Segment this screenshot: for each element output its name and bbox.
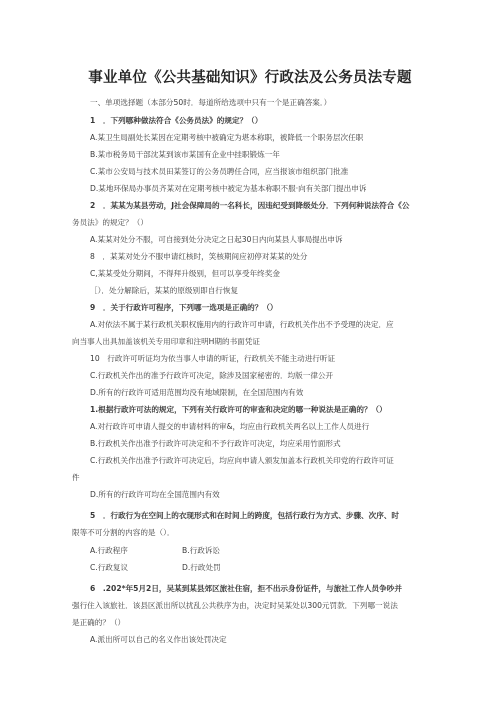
option-3b: 10 行政许可听证均为依当事人申请的听证，行政机关不能主动进行听证 xyxy=(90,354,336,363)
option-1a: A.某卫生局副处长某因在定期考核中被确定为堪本称职，被降低一个职务层次任职 xyxy=(90,133,364,142)
question-2-cont: 务员法》的规定？（） xyxy=(72,218,148,227)
question-1: 1 ．下列哪种做法符合《公务员法》的规定？（） xyxy=(90,116,263,125)
question-4: 1.根据行政许可法的规定，下列有关行政许可的审查和决定的哪一种说法是正确的？（） xyxy=(90,405,387,414)
option-1d: D.某地环保局办事员齐某对在定期考核中被定为基本称职不服·向有关部门提出申诉 xyxy=(90,184,367,193)
question-5: 5 ．行政行为在空间上的衣现形式和在时间上的跨度，包括行政行为方式、步骤、次序、时 xyxy=(90,511,400,520)
option-2b: 8 ．某某对处分不服申请红核时，笑核期间应初停对某某的处分 xyxy=(90,252,308,261)
question-6-cont-1: 强行住入该旅社．该县区派出所以扰乱公共秩序为由，决定时吴某处以300元罚款．下列哪一说法 xyxy=(72,601,398,610)
option-1c: C.某市公安局与技术员田某签订的公务员聘任合同，应当报该市组织部门批准 xyxy=(90,167,349,176)
option-4c: C.行政机关作出准予行政许可决定后，均应向申请人颁发加盖本行政机关印党的行政许可证 xyxy=(90,456,394,465)
option-4a: A.对行政许可申请人提交的申请材料的审&，均应由行政机关两名以上工作人员进行 xyxy=(90,422,370,431)
option-5a: A.行政程序 xyxy=(90,546,128,555)
section-heading: 一、单项选择题（本部分50时．每道所给选项中只有一个是正确答案．） xyxy=(90,98,332,107)
option-5c: C.行政复议 xyxy=(90,563,129,572)
question-3: 9 ．关于行政许可程序，下列哪一选项是正确的？（） xyxy=(90,303,278,312)
option-2a: A.某某对处分不服，可自接到处分决定之日起30日内向某县人事局提出申诉 xyxy=(90,235,343,244)
option-5b: B.行政诉讼 xyxy=(182,546,220,555)
question-6: 6 .202*年5月2日，吴某到某县郊区旅社住宿，拒不出示身份证件，与旅社工作人员争吵并 xyxy=(90,584,402,593)
option-3c: C.行政机关作出的准予行政许可决定，除涉及国家秘密的．均版一律公开 xyxy=(90,371,334,380)
question-5-cont: 限等不可分割的内容的是（）． xyxy=(72,528,175,537)
option-2d: ［）．处分解除后，某某的原级别即自行恢复 xyxy=(90,286,239,295)
page-title: 事业单位《公共基础知识》行政法及公务员法专题 xyxy=(88,70,412,86)
option-3a-cont: 向当事人出具加盖该机关专用印章和注明H期的书面凭证 xyxy=(72,337,260,346)
option-4c-cont: 件 xyxy=(72,473,80,482)
question-2: 2 ．某某为某县劳动，J社会保障局的一名科长，因违纪受到降级处分．下列何种说法符合《公 xyxy=(90,201,410,210)
option-2c: C,某某受处分期间，不得拜升级别，但可以享受年终奖金 xyxy=(90,269,280,278)
option-4d: D.所有的行政许可均在全国范围内有效 xyxy=(90,490,220,499)
option-3a: A.对依法不属于某行政机关职权施用内的行政许可申请，行政机关作出不予受理的决定．应 xyxy=(90,320,394,329)
option-6a: A.派出所可以自己的名义作出该处罚决定 xyxy=(90,635,227,644)
option-3d: D.所有的行政许可适用范围均没有地域限制，在全国范围内有效 xyxy=(90,388,304,397)
option-4b: B.行政机关作出准予行政许可决定和不予行政许可决定，均应采用竹面形式 xyxy=(90,439,341,448)
question-6-cont-2: 是正确的？（） xyxy=(72,618,126,627)
option-5d: D.行政处罚 xyxy=(182,563,221,572)
option-1b: B.某市税务局干部沈某到该市某国有企业中挂职锻炼一年 xyxy=(90,150,280,159)
